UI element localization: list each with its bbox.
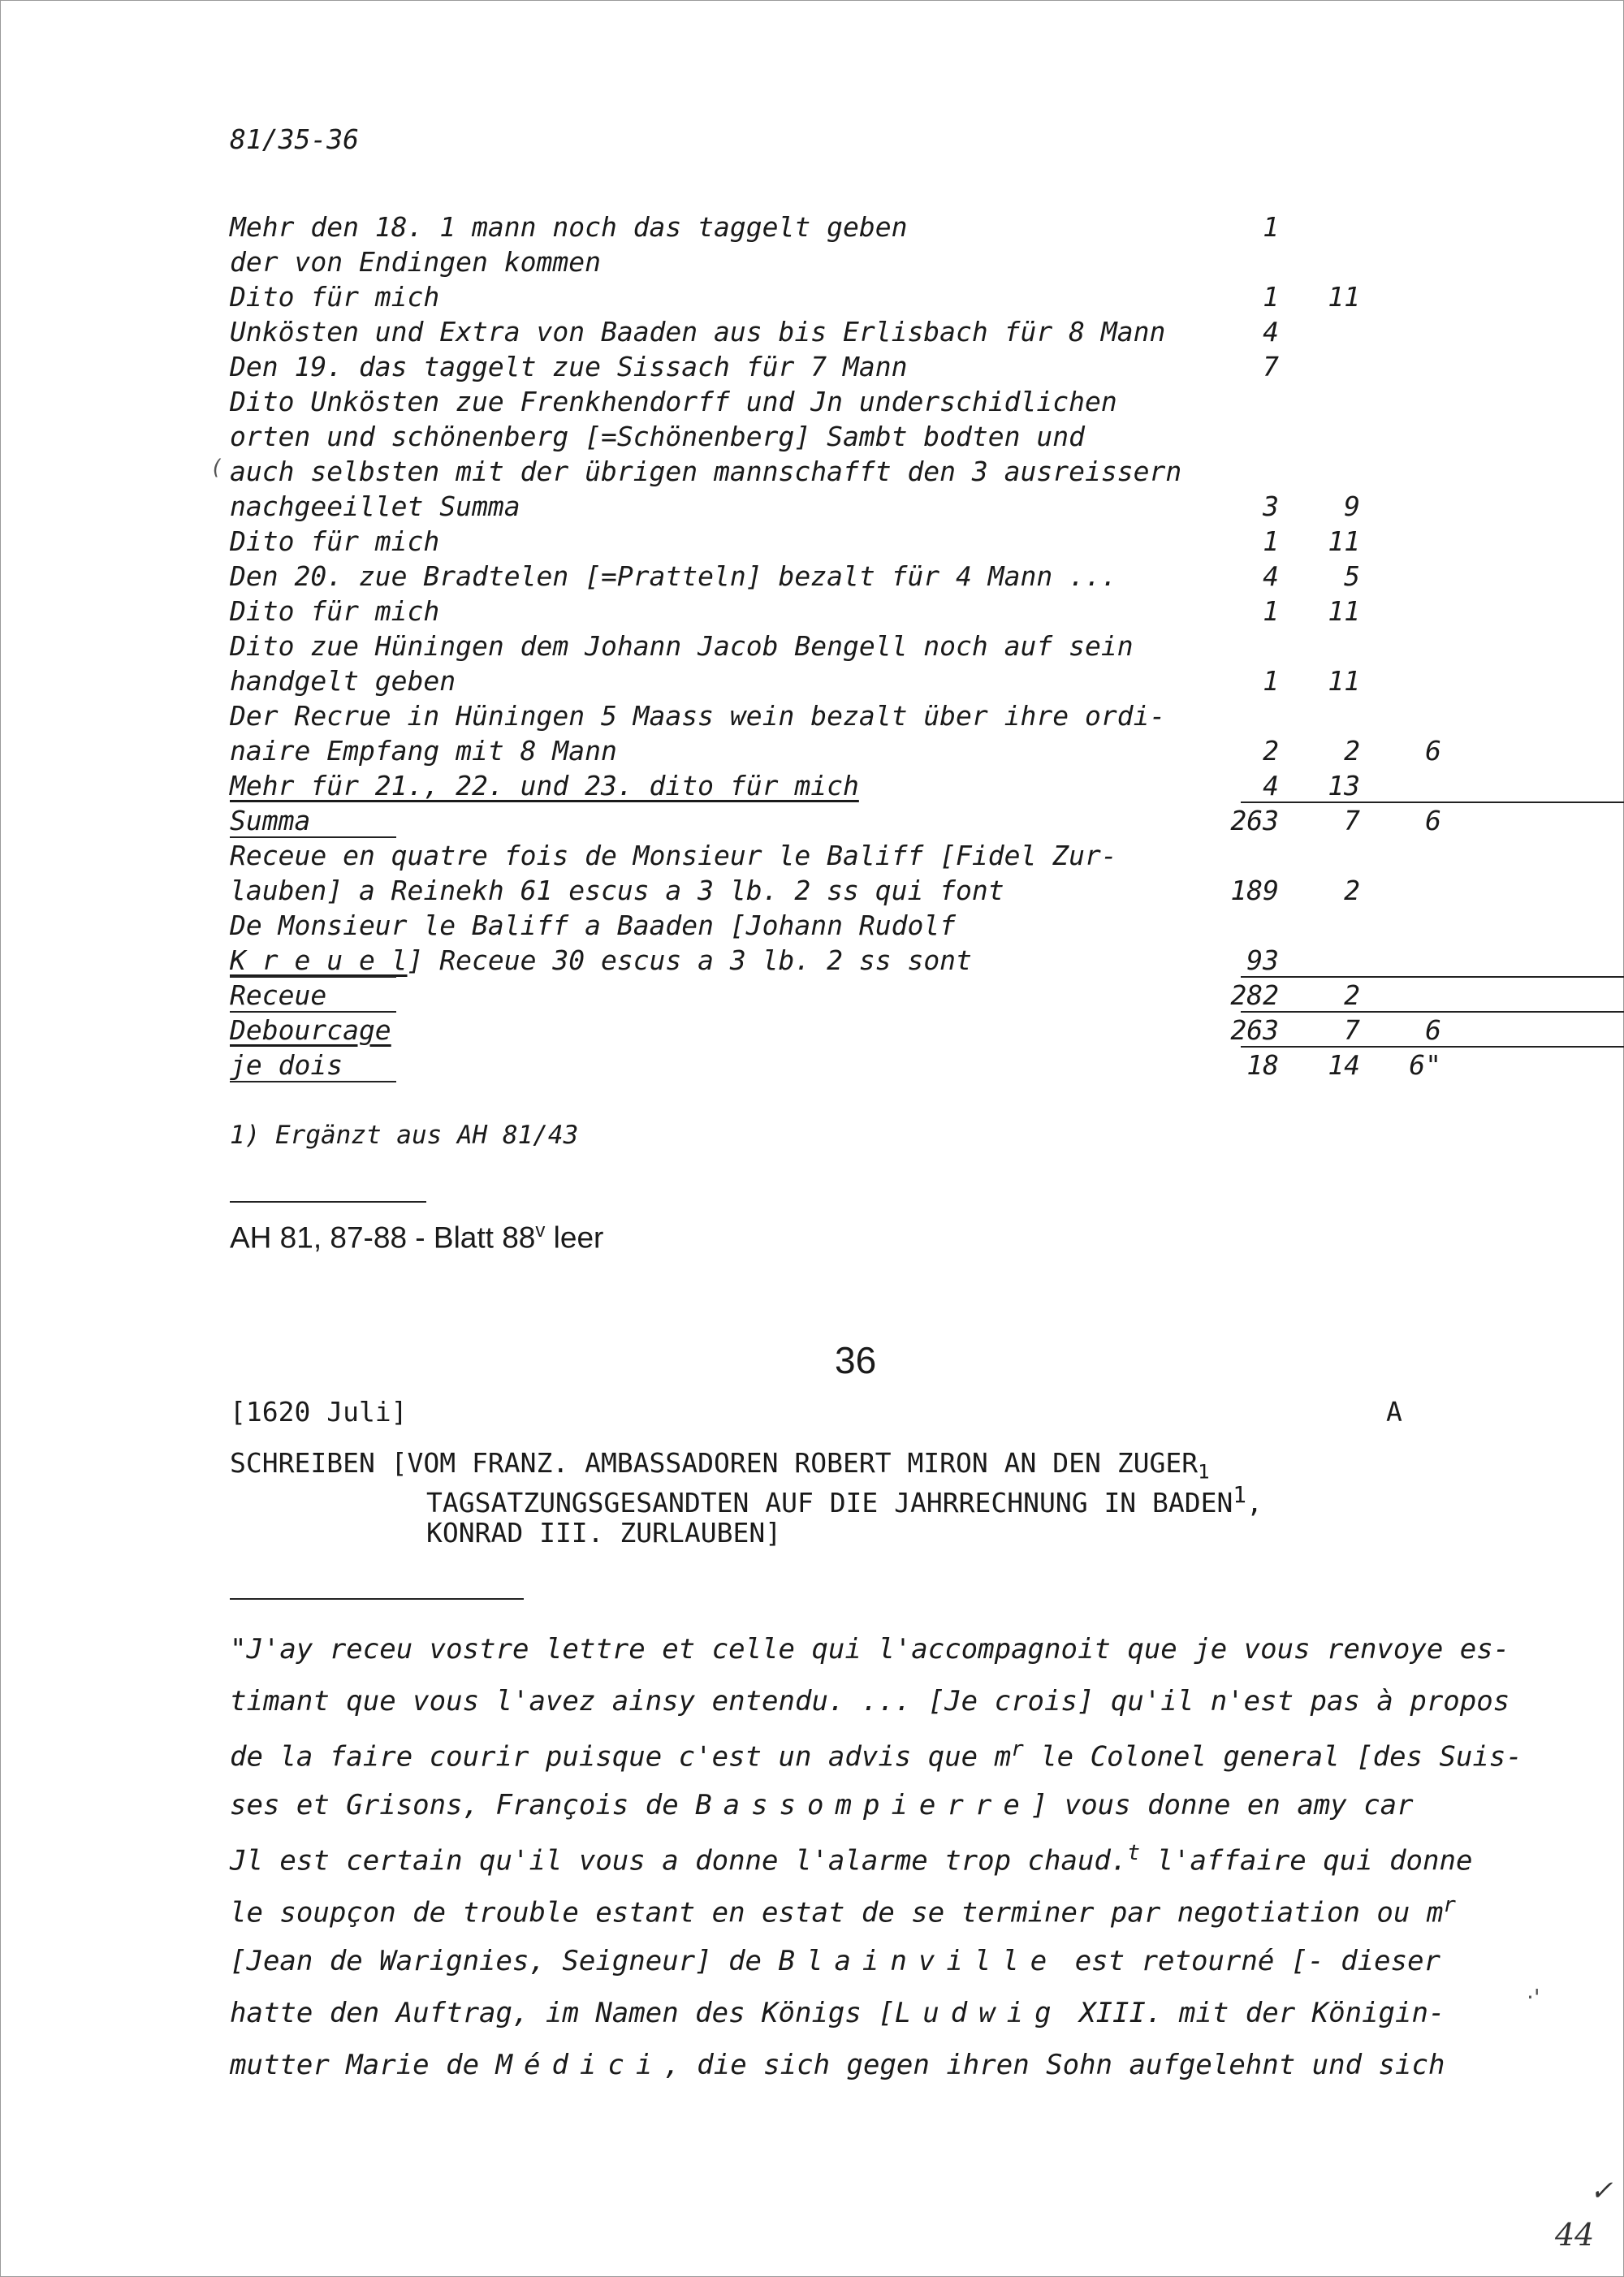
body-text: mutter Marie de — [230, 2049, 496, 2081]
ledger-row — [230, 244, 1480, 279]
title-footnote-mark: 1 — [1198, 1460, 1210, 1484]
ledger-amount-c1: 1 — [1263, 595, 1279, 627]
spaced-name: Ludwig — [894, 1997, 1063, 2029]
title-line-1 — [230, 1447, 1210, 1484]
body-line — [230, 1945, 1513, 1997]
ledger-amount-c2: 13 — [1328, 770, 1360, 801]
ledger-row — [230, 419, 1480, 454]
ledger-table — [210, 210, 1480, 1082]
ledger-text — [230, 665, 456, 697]
ledger-amount-c2: 11 — [1328, 665, 1360, 697]
ledger-text-content: Unkösten und Extra von Baaden aus bis Erlisbach für 8 Mann — [230, 316, 1166, 348]
body-text: , die sich gegen ihren Sohn aufgelehnt und sich — [663, 2049, 1445, 2081]
body-line — [230, 2049, 1513, 2101]
ledger-text — [230, 840, 1117, 871]
ledger-row — [230, 838, 1480, 873]
sum-rule — [1241, 801, 1624, 803]
ledger-text — [230, 211, 907, 243]
ledger-row — [230, 663, 1480, 698]
ledger-amount-c3: 6 — [1425, 805, 1441, 836]
ledger-amount-c3: 6" — [1409, 1049, 1441, 1081]
ledger-row — [230, 698, 1480, 733]
ledger-text-content: Mehr für 21., 22. und 23. dito für mich — [230, 770, 859, 801]
ledger-text — [230, 1049, 343, 1081]
ledger-row — [210, 454, 1480, 489]
body-text: "J'ay receu vostre lettre et celle qui l'accompagnoit que je vous renvoye es- — [230, 1633, 1510, 1666]
body-text: hatte den Auftrag, im Namen des Königs [ — [230, 1997, 895, 2029]
ledger-amount-c1: 282 — [1230, 979, 1279, 1011]
document-number: 36 — [835, 1339, 877, 1381]
ledger-row — [230, 733, 1480, 768]
ledger-text-content: je dois — [230, 1049, 343, 1081]
ledger-text — [230, 595, 439, 627]
ledger-amount-c2: 2 — [1344, 875, 1360, 906]
superscript: r — [1443, 1893, 1456, 1917]
ledger-text — [230, 560, 1117, 592]
ledger-amount-c1: 2 — [1263, 735, 1279, 767]
ledger-row — [230, 210, 1480, 244]
ledger-text — [230, 316, 1165, 348]
ledger-text-content: Dito für mich — [230, 595, 440, 627]
ledger-amount-c1: 4 — [1263, 770, 1279, 801]
letter-body — [230, 1633, 1522, 2101]
spaced-name: Médici — [495, 2049, 664, 2081]
ledger-amount-c3: 6 — [1425, 1014, 1441, 1046]
ledger-text — [230, 281, 439, 313]
ledger-row — [230, 1013, 1480, 1048]
ledger-row — [230, 384, 1480, 419]
spaced-name: Bassompierre — [695, 1789, 1031, 1821]
ledger-amount-c1: 18 — [1246, 1049, 1279, 1081]
superscript: r — [1011, 1737, 1024, 1761]
title-line-2-text: TAGSATZUNGSGESANDTEN AUF DIE JAHRRECHNUNG IN BADEN — [426, 1487, 1233, 1519]
ledger-text-content: Dito zue Hüningen dem Johann Jacob Bengell noch auf sein — [230, 630, 1134, 662]
reference-sup: v — [535, 1220, 546, 1242]
body-line — [230, 1893, 1513, 1945]
ledger-amount-c2: 9 — [1344, 490, 1360, 522]
ledger-text-content: Summa — [230, 805, 311, 836]
body-text: est retourné [- dieser — [1058, 1945, 1441, 1977]
ledger-row — [230, 594, 1480, 629]
ledger-text — [230, 979, 326, 1011]
ledger-text — [230, 456, 1181, 487]
ledger-amount-c1: 263 — [1230, 805, 1279, 836]
document-date: [1620 Juli] — [230, 1396, 408, 1428]
body-line — [230, 1841, 1513, 1893]
ledger-amount-c2: 11 — [1328, 525, 1360, 557]
margin-mark: ·' — [1527, 1984, 1540, 2011]
ledger-amount-c1: 263 — [1230, 1014, 1279, 1046]
ledger-text — [230, 875, 1004, 906]
reference-tail: leer — [545, 1221, 604, 1255]
ledger-text-content: Den 20. zue Bradtelen [=Pratteln] bezalt für 4 Mann ... — [230, 560, 1117, 592]
ledger-text-content: Debourcage — [230, 1014, 391, 1046]
ledger-amount-c1: 1 — [1263, 665, 1279, 697]
ledger-text — [230, 910, 956, 941]
ledger-row — [230, 314, 1480, 349]
ledger-amount-c1: 1 — [1263, 525, 1279, 557]
ledger-text-content: Dito für mich — [230, 281, 440, 313]
ledger-row — [230, 908, 1480, 943]
ledger-text — [230, 246, 601, 278]
body-text: de la faire courir puisque c'est un advis que m — [230, 1740, 1012, 1774]
summa-underline — [230, 836, 396, 838]
ledger-row — [230, 559, 1480, 594]
ledger-amount-c1: 93 — [1246, 944, 1279, 976]
body-line — [230, 1685, 1513, 1737]
ledger-text — [230, 1014, 391, 1046]
footnote: 1) Ergänzt aus AH 81/43 — [230, 1121, 579, 1150]
ledger-text-content: De Monsieur le Baliff a Baaden [Johann Rudolf — [230, 910, 957, 941]
document-letter: A — [1386, 1396, 1402, 1428]
ledger-text-content: orten und schönenberg [=Schönenberg] Sambt bodten und — [230, 421, 1085, 452]
title-line-2-tail: , — [1246, 1487, 1263, 1519]
ledger-row — [230, 524, 1480, 559]
ledger-text-content: Receue en quatre fois de Monsieur le Baliff [Fidel Zur- — [230, 840, 1117, 871]
ledger-row — [230, 768, 1480, 803]
ledger-row — [230, 1048, 1480, 1082]
body-line — [230, 1789, 1513, 1841]
ledger-amount-c2: 11 — [1328, 595, 1360, 627]
body-text: timant que vous l'avez ainsy entendu. ... [Je crois] qu'il n'est pas à propos — [230, 1685, 1510, 1717]
ledger-row — [230, 629, 1480, 663]
ledger-text-content: Receue — [230, 979, 327, 1011]
separator-rule-2 — [230, 1598, 524, 1600]
ledger-text — [230, 421, 1085, 452]
ledger-amount-c3: 6 — [1425, 735, 1441, 767]
ledger-amount-c1: 1 — [1263, 211, 1279, 243]
ledger-row — [230, 873, 1480, 908]
ledger-amount-c1: 1 — [1263, 281, 1279, 313]
archive-reference — [230, 1220, 603, 1255]
ledger-amount-c1: 3 — [1263, 490, 1279, 522]
title-line-3: KONRAD III. ZURLAUBEN] — [426, 1517, 782, 1549]
ledger-text — [230, 805, 310, 836]
ledger-text-content: Mehr den 18. 1 mann noch das taggelt geben — [230, 211, 908, 243]
page-header: 81/35-36 — [230, 123, 359, 155]
ledger-amount-c2: 7 — [1344, 1014, 1360, 1046]
body-text: ] vous donne en amy car — [1030, 1789, 1414, 1821]
title-line-2 — [426, 1482, 1263, 1519]
ledger-text — [230, 770, 859, 801]
ledger-text-content: Den 19. das taggelt zue Sissach für 7 Mann — [230, 351, 908, 382]
ledger-text-content: naire Empfang mit 8 Mann — [230, 735, 617, 767]
body-line — [230, 1633, 1513, 1685]
ledger-text — [230, 735, 617, 767]
superscript: t — [1127, 1841, 1141, 1865]
spaced-name: Blainville — [778, 1945, 1059, 1977]
separator-rule — [230, 1201, 426, 1203]
ledger-text-content: auch selbsten mit der übrigen mannschafft den 3 ausreissern — [230, 456, 1182, 487]
ledger-amount-c2: 14 — [1328, 1049, 1360, 1081]
ledger-amount-c2: 2 — [1344, 979, 1360, 1011]
ledger-row — [230, 943, 1480, 978]
sum-rule — [1241, 1046, 1624, 1048]
ledger-amount-c1: 4 — [1263, 316, 1279, 348]
ledger-text — [230, 351, 907, 382]
kreuel-underline — [230, 976, 396, 978]
sum-rule — [1241, 1011, 1624, 1013]
ledger-text — [230, 525, 439, 557]
ledger-amount-c1: 189 — [1230, 875, 1279, 906]
ledger-row — [230, 489, 1480, 524]
ledger-text-content: Dito für mich — [230, 525, 440, 557]
spaced-name: K r e u e l — [230, 944, 408, 976]
body-line — [230, 1997, 1513, 2049]
sum-rule — [1241, 976, 1624, 978]
ledger-amount-c2: 5 — [1344, 560, 1360, 592]
ledger-text — [230, 700, 1165, 732]
ledger-text-content: Dito Unkösten zue Frenkhendorff und Jn underschidlichen — [230, 386, 1117, 417]
handwritten-check-mark: ✓ — [1590, 2175, 1613, 2207]
ledger-amount-c1: 4 — [1263, 560, 1279, 592]
body-text: XIII. mit der Königin- — [1062, 1997, 1445, 2029]
ledger-text-rest: ] Receue 30 escus a 3 lb. 2 ss sont — [407, 944, 972, 976]
ledger-text — [230, 386, 1117, 417]
ledger-text-content: Der Recrue in Hüningen 5 Maass wein bezalt über ihre ordi- — [230, 700, 1166, 732]
body-text: le Colonel general [des Suis- — [1023, 1740, 1522, 1774]
ledger-row — [230, 978, 1480, 1013]
ledger-row — [230, 279, 1480, 314]
ledger-text-content: lauben] a Reinekh 61 escus a 3 lb. 2 ss qui font — [230, 875, 1004, 906]
ledger-text — [230, 630, 1134, 662]
ledger-text-content: nachgeeillet Summa — [230, 490, 520, 522]
ledger-row — [230, 349, 1480, 384]
handwritten-page-number: 44 — [1555, 2217, 1595, 2253]
ledger-amount-c2: 7 — [1344, 805, 1360, 836]
body-text: Jl est certain qu'il vous a donne l'alarme trop chaud. — [230, 1844, 1128, 1877]
body-text: ses et Grisons, François de — [230, 1789, 696, 1821]
receue-underline — [230, 1011, 396, 1013]
ledger-text-content: der von Endingen kommen — [230, 246, 601, 278]
body-text: le soupçon de trouble estant en estat de se terminer par negotiation ou m — [230, 1896, 1444, 1929]
title-line-1-text: SCHREIBEN [VOM FRANZ. AMBASSADOREN ROBERT MIRON AN DEN ZUGER — [230, 1447, 1199, 1479]
ledger-amount-c2: 11 — [1328, 281, 1360, 313]
body-line — [230, 1737, 1522, 1789]
reference-text: AH 81, 87-88 - Blatt 88 — [230, 1221, 536, 1255]
ledger-text-content: handgelt geben — [230, 665, 456, 697]
title-footnote-mark-2: 1 — [1233, 1482, 1246, 1508]
ledger-amount-c2: 2 — [1344, 735, 1360, 767]
body-text: [Jean de Warignies, Seigneur] de — [230, 1945, 779, 1977]
ledger-text — [230, 490, 520, 522]
margin-mark: ( — [210, 456, 223, 480]
body-text: l'affaire qui donne — [1140, 1844, 1473, 1877]
ledger-text — [230, 944, 972, 976]
ledger-amount-c1: 7 — [1263, 351, 1279, 382]
ledger-row — [230, 803, 1480, 838]
je-dois-underline — [230, 1081, 396, 1082]
